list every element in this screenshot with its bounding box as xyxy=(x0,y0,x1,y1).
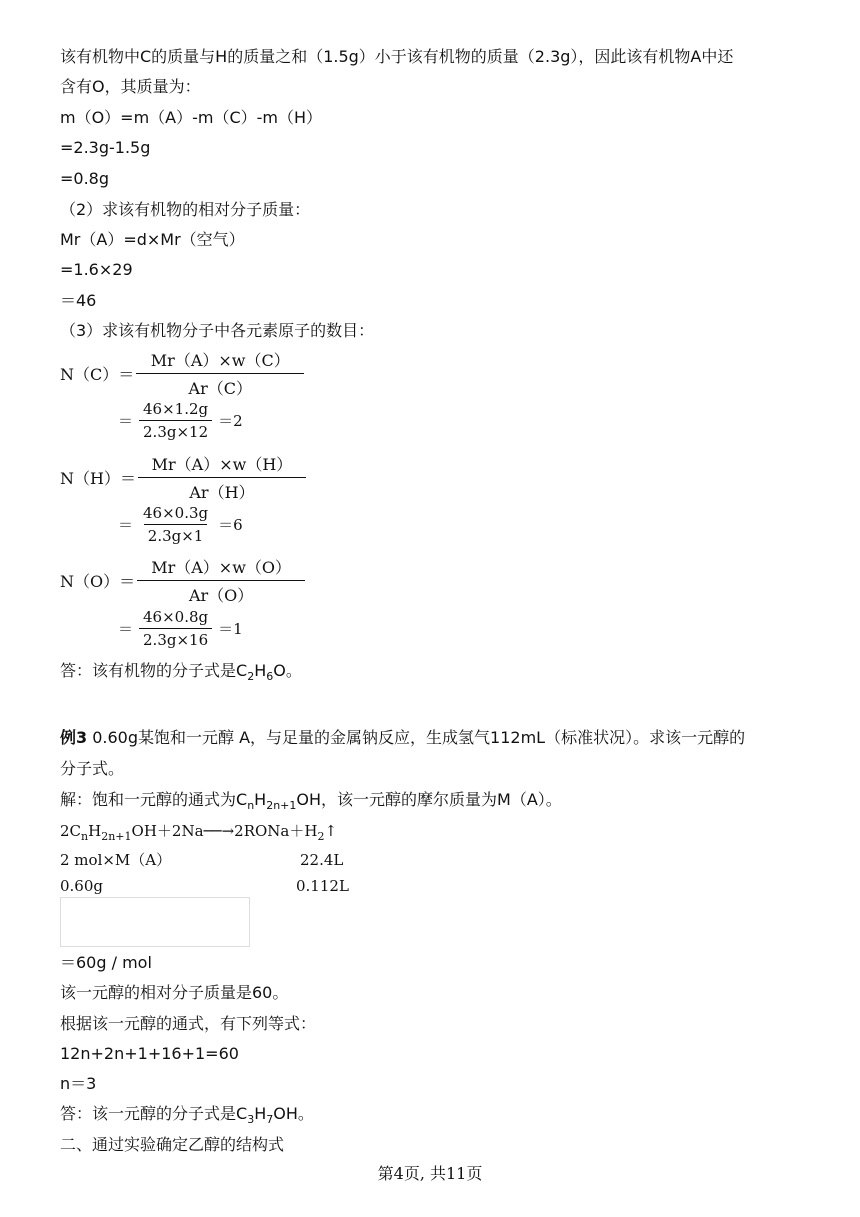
formula-nc xyxy=(60,348,306,399)
text-line: 该一元醇的相对分子质量是60。 xyxy=(60,983,289,1002)
fraction-numerator: Mr（A）×w（O） xyxy=(151,558,292,577)
equals-sign: ＝ xyxy=(118,516,134,534)
example-label: 例3 xyxy=(60,728,88,747)
answer-text: H xyxy=(254,1104,267,1123)
text-line: ＝60g / mol xyxy=(60,953,152,972)
ratio-row-1 xyxy=(60,849,171,871)
formula-nc-value xyxy=(118,400,243,441)
text-line: ＝46 xyxy=(60,291,97,310)
fraction-result: ＝2 xyxy=(218,412,243,430)
fraction-denominator: 2.3g×12 xyxy=(139,420,212,441)
ratio-row-2-right: 0.112L xyxy=(296,877,349,895)
fraction-denominator: 2.3g×16 xyxy=(139,628,212,649)
example-text: 0.60g某饱和一元醇 A，与足量的金属钠反应，生成氢气112mL（标准状况）。求该一元醇的 xyxy=(87,728,746,747)
subscript: 2 xyxy=(317,830,325,843)
subscript: 6 xyxy=(266,670,274,684)
formula-image-placeholder xyxy=(60,897,250,947)
subscript: 3 xyxy=(247,1113,255,1127)
fraction-numerator: 46×0.3g xyxy=(143,504,209,522)
fraction-numerator: Mr（A）×w（C） xyxy=(150,351,290,370)
text-line: 12n+2n+1+16+1=60 xyxy=(60,1044,239,1063)
equals-sign: ＝ xyxy=(118,412,134,430)
equation-part: ↑ xyxy=(324,822,338,840)
answer-text: H xyxy=(254,661,267,680)
text-line: Mr（A）=d×Mr（空气） xyxy=(60,230,245,249)
fraction-denominator: Ar（C） xyxy=(136,373,304,399)
solution-text: H xyxy=(254,790,267,809)
text-line: 含有O，其质量为： xyxy=(60,77,201,96)
fraction-denominator: 2.3g×1 xyxy=(144,524,208,545)
text-line: =1.6×29 xyxy=(60,260,133,279)
ratio-left: 2 mol×M（A） xyxy=(60,851,172,869)
text-line: =2.3g-1.5g xyxy=(60,138,151,157)
example-heading-line xyxy=(60,727,745,749)
formula-no xyxy=(60,555,307,606)
answer-text: O。 xyxy=(273,661,302,680)
fraction-numerator: Mr（A）×w（H） xyxy=(151,455,293,474)
page-footer: 第4页, 共11页 xyxy=(377,1164,483,1183)
formula-lhs: N（H）＝ xyxy=(60,469,136,488)
text-line: m（O）=m（A）-m（C）-m（H） xyxy=(60,108,323,127)
text-line: 根据该一元醇的通式，有下列等式： xyxy=(60,1014,317,1033)
subscript: 2n+1 xyxy=(266,799,297,813)
answer-line xyxy=(60,660,302,688)
fraction-numerator: 46×0.8g xyxy=(143,608,209,626)
formula-nh-value xyxy=(118,504,243,545)
fraction-numerator: 46×1.2g xyxy=(143,400,209,418)
equals-sign: ＝ xyxy=(118,620,134,638)
answer-line xyxy=(60,1103,314,1131)
answer-text: 答：该一元醇的分子式是C xyxy=(60,1104,248,1123)
subscript: 7 xyxy=(266,1113,274,1127)
fraction-result: ＝1 xyxy=(218,620,243,638)
answer-text: 答：该有机物的分子式是C xyxy=(60,661,248,680)
equation-part: 2C xyxy=(60,822,82,840)
subscript: n xyxy=(247,799,255,813)
equation-part: H xyxy=(88,822,102,840)
solution-text: OH，该一元醇的摩尔质量为M（A）。 xyxy=(296,790,562,809)
text-line: 分子式。 xyxy=(60,759,125,778)
reaction-equation xyxy=(60,820,337,848)
answer-text: OH。 xyxy=(273,1104,314,1123)
subscript: n xyxy=(81,830,89,843)
fraction-denominator: Ar（H） xyxy=(138,477,306,503)
formula-no-value xyxy=(118,608,243,649)
subscript: 2n+1 xyxy=(101,830,132,843)
formula-lhs: N（O）＝ xyxy=(60,572,136,591)
solution-line xyxy=(60,789,562,817)
section-title: 二、通过实验确定乙醇的结构式 xyxy=(60,1135,285,1154)
text-line: 该有机物中C的质量与H的质量之和（1.5g）小于该有机物的质量（2.3g），因此该有机物A中还 xyxy=(60,47,734,66)
text-line: （3）求该有机物分子中各元素原子的数目： xyxy=(60,321,375,340)
text-line: （2）求该有机物的相对分子质量： xyxy=(60,200,311,219)
ratio-row-1-right: 22.4L xyxy=(300,851,344,869)
text-line: =0.8g xyxy=(60,169,110,188)
fraction-result: ＝6 xyxy=(218,516,243,534)
fraction-denominator: Ar（O） xyxy=(137,580,305,606)
formula-lhs: N（C）＝ xyxy=(60,365,135,384)
formula-nh xyxy=(60,452,308,503)
text-line: n＝3 xyxy=(60,1074,97,1093)
solution-text: 解：饱和一元醇的通式为C xyxy=(60,790,248,809)
ratio-row-2: 0.60g xyxy=(60,877,104,895)
equation-part: OH＋2Na──→2RONa＋H xyxy=(131,822,318,840)
subscript: 2 xyxy=(247,670,255,684)
